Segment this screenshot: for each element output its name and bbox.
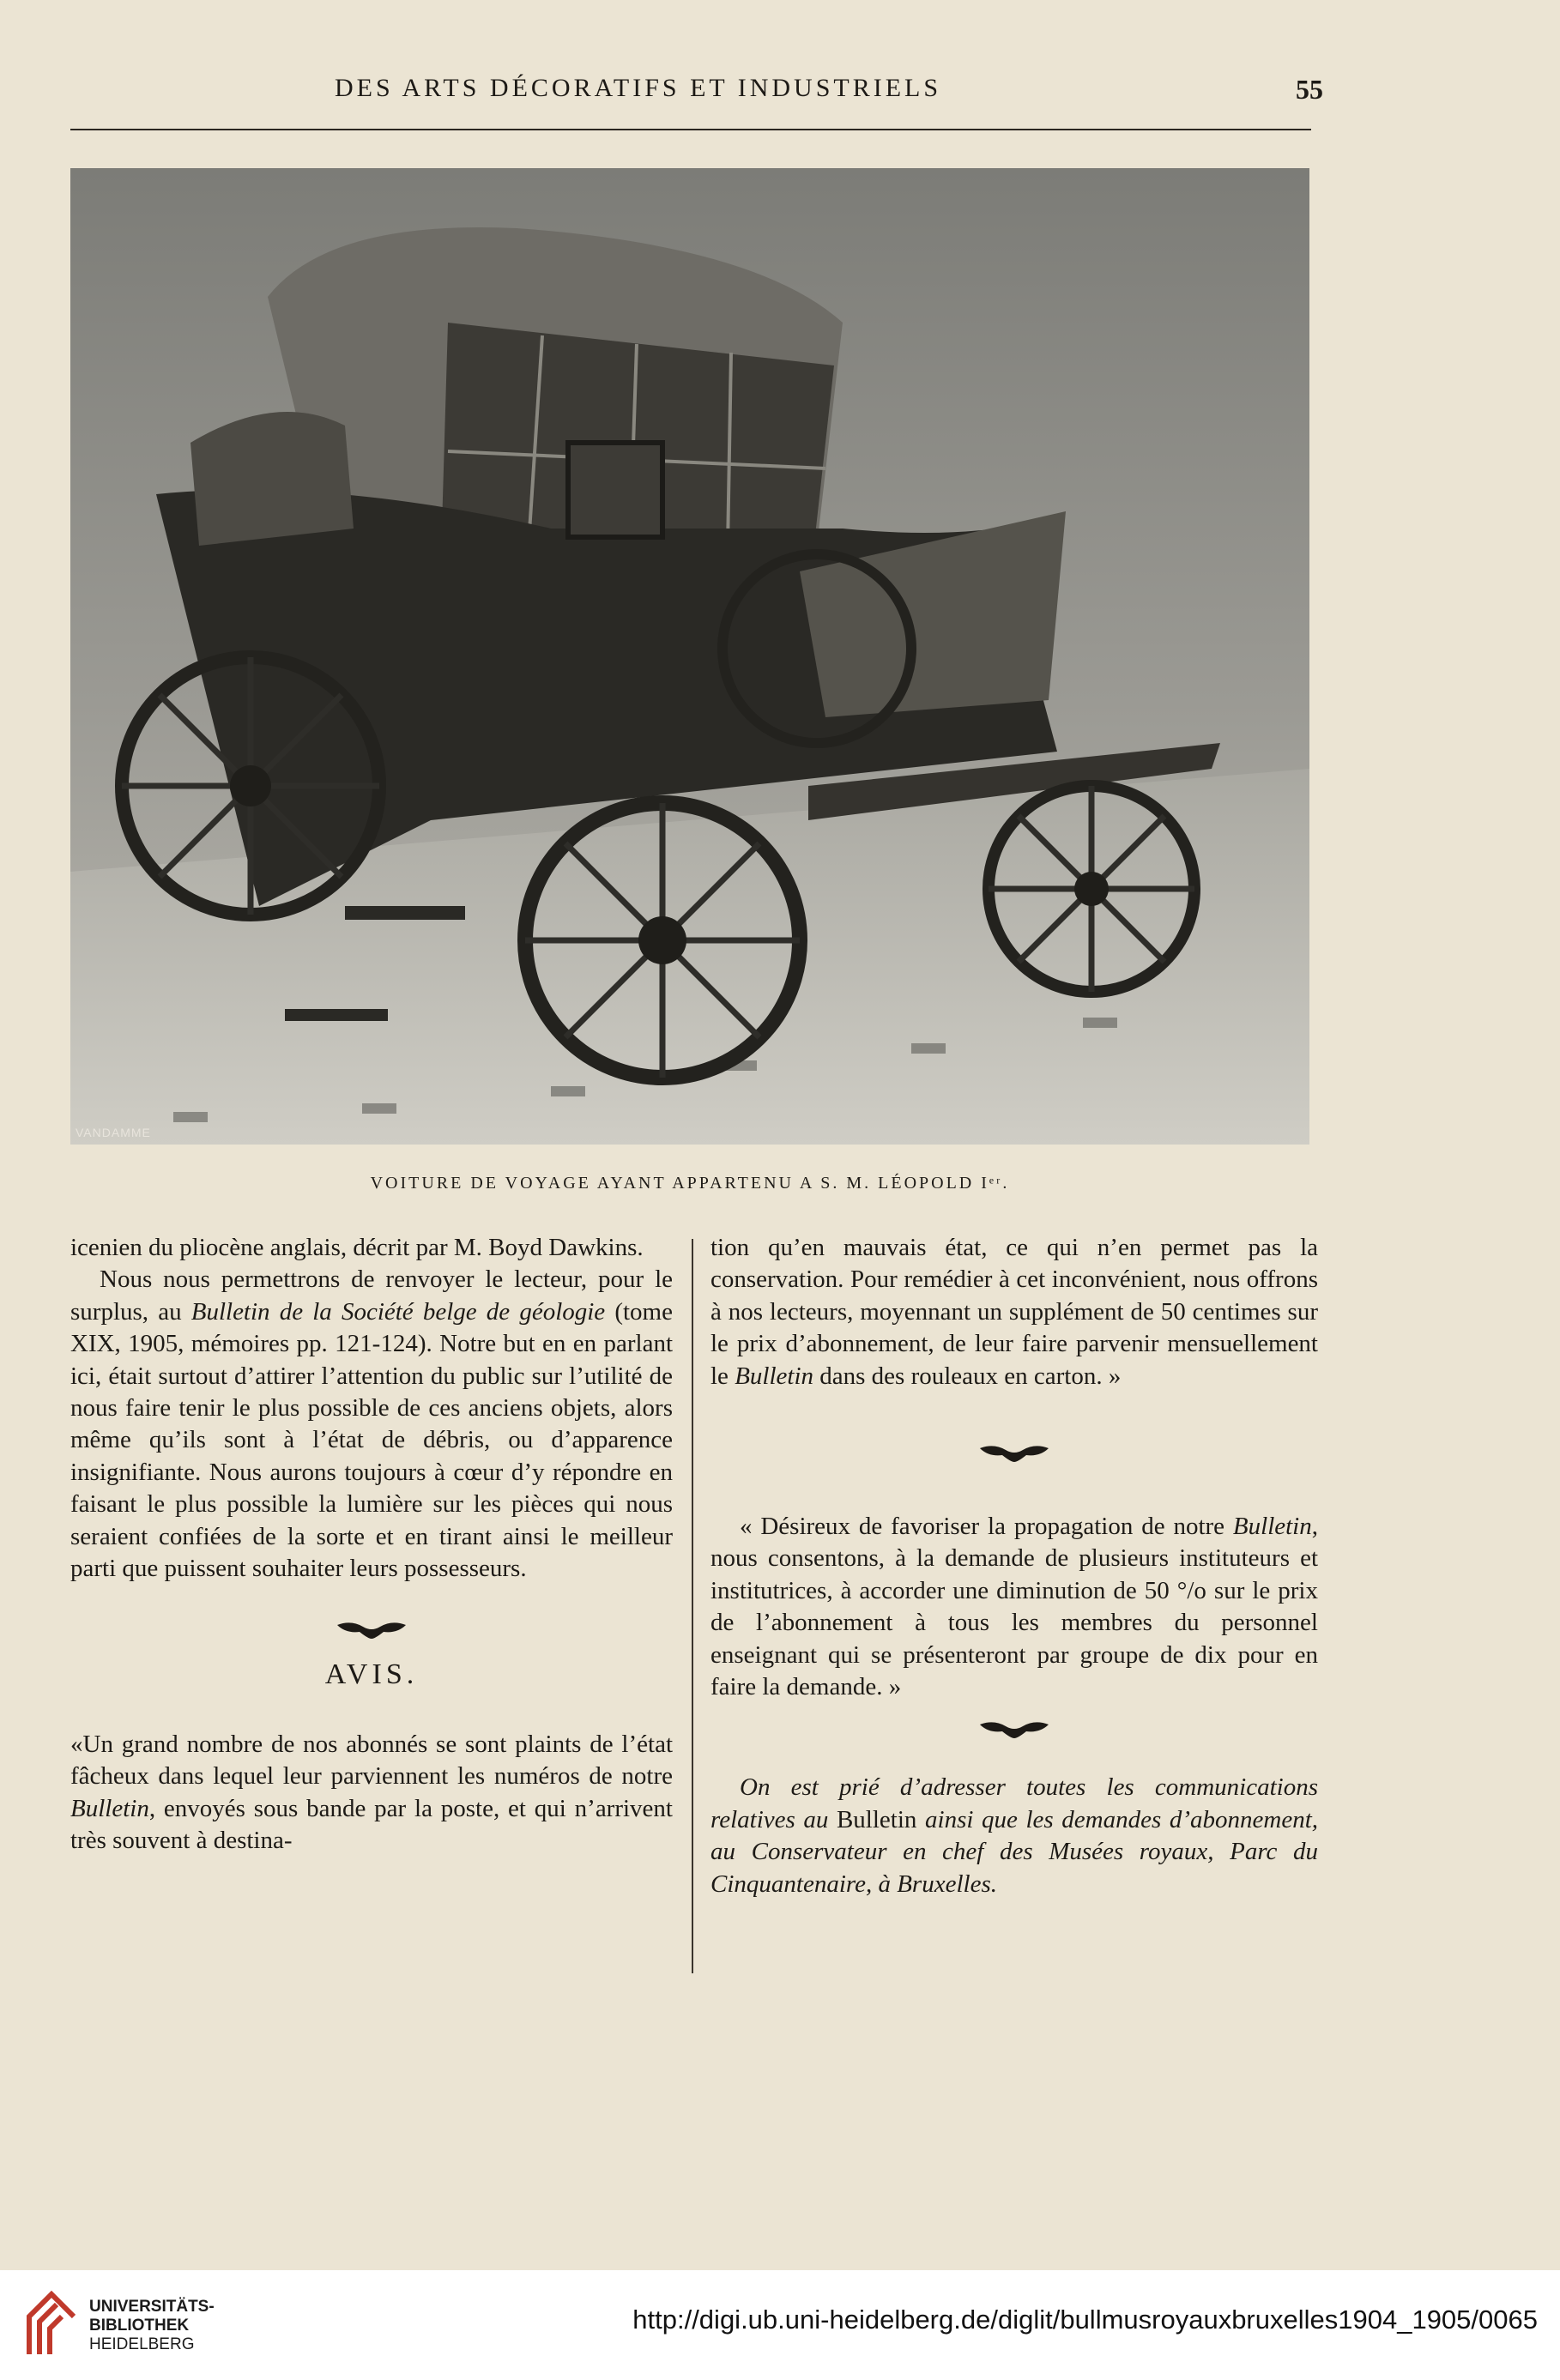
left-paragraph-2: [70, 1264, 673, 1585]
library-name-line-2: BIBLIOTHEK: [89, 2317, 190, 2335]
right-column: [710, 1232, 1318, 1900]
page-number: 55: [1296, 74, 1323, 105]
source-url-link[interactable]: http://digi.ub.uni-heidelberg.de/diglit/bullmusroyauxbruxelles1904_1905/0065: [632, 2304, 1538, 2335]
left-p3-text-b: , envoyés sous bande par la poste, et qui n’arrivent très souvent à destina-: [70, 1794, 673, 1855]
left-paragraph-1: icenien du pliocène anglais, décrit par M. Boyd Dawkins.: [70, 1234, 644, 1261]
right-p1-italic: Bulletin: [735, 1362, 814, 1390]
spacer: [710, 1392, 1318, 1427]
ub-heidelberg-logo-icon: [22, 2287, 81, 2361]
spacer: [710, 1753, 1318, 1772]
ornament: [710, 1703, 1318, 1753]
fleuron-icon: [977, 1440, 1052, 1464]
ornament: [710, 1427, 1318, 1477]
photo-credit: VANDAMME: [76, 1126, 151, 1139]
left-p2-italic: Bulletin de la Société belge de géologie: [190, 1297, 606, 1326]
spacer: [70, 1585, 673, 1604]
header-rule: [70, 129, 1311, 130]
left-column: [70, 1232, 673, 1857]
fleuron-icon: [977, 1716, 1052, 1740]
library-name-line-1: UNIVERSITÄTS-: [89, 2298, 215, 2316]
figure-caption: VOITURE DE VOYAGE AYANT APPARTENU A S. M. LÉOPOLD Iᵉʳ.: [370, 1174, 1010, 1193]
ornament: [70, 1604, 673, 1653]
left-p2-text-b: (tome XIX, 1905, mémoires pp. 121-124). Notre but en en parlant ici, était surtout d’attirer l’attention du public sur l’utilité de nous faire tenir le plus possible de ces anciens objets, alors même qu’ils sont à l’état de débris, ou d’apparence insignifiante. Nous aurons toujours à cœur d’y répondre en faisant le plus possible la lumière sur les pièces qui nous seraient confiées de la sorte et en tirant ainsi le meilleur parti que puissent souhaiter leurs possesseurs.: [70, 1297, 673, 1583]
library-name: [89, 2298, 215, 2354]
right-p2-italic: Bulletin: [1232, 1513, 1312, 1541]
right-p3-text-b: ainsi que les demandes d’abonnement, au Conservateur en chef des Musées royaux, Parc du Cinquantenaire, à Bruxelles.: [710, 1805, 1318, 1898]
right-p3-text-a: On est prié d’adresser toutes les communications relatives au: [710, 1773, 1318, 1833]
right-paragraph-1: [710, 1232, 1318, 1392]
left-p3-text-a: «Un grand nombre de nos abonnés se sont plaints de l’état fâcheux dans lequel leur parviennent les numéros de notre: [70, 1730, 673, 1791]
left-p2-text-a: Nous nous permettrons de renvoyer le lecteur, pour le surplus, au: [70, 1266, 673, 1326]
right-p2-text-a: « Désireux de favoriser la propagation de notre: [740, 1513, 1233, 1541]
library-footer: [0, 2270, 1560, 2380]
right-paragraph-3: [710, 1772, 1318, 1900]
column-rule: [692, 1239, 693, 1973]
library-name-line-3: HEIDELBERG: [89, 2335, 195, 2353]
left-paragraph-3: [70, 1729, 673, 1857]
right-p2-text-b: , nous consentons, à la demande de plusieurs instituteurs et institutrices, à accorder une diminution de 50 °/o sur le prix de l’abonnement à tous les membres du personnel enseignant qui se présenteront par groupe de dix pour en faire la demande. »: [710, 1513, 1318, 1701]
fleuron-icon: [334, 1616, 409, 1640]
right-p1-text-b: dans des rouleaux en carton. »: [813, 1362, 1122, 1390]
right-p3-roman: Bulletin: [836, 1805, 917, 1833]
section-heading-avis: AVIS.: [324, 1658, 419, 1691]
right-paragraph-2: [710, 1511, 1318, 1703]
carriage-photograph: [70, 168, 1309, 1145]
left-p3-italic: Bulletin: [70, 1794, 149, 1822]
right-p1-text-a: tion qu’en mauvais état, ce qui n’en permet pas la conservation. Pour remédier à cet inconvénient, nous offrons à nos lecteurs, moyennant un supplément de 50 centimes sur le prix d’abonnement, de leur faire parvenir mensuellement le: [710, 1234, 1318, 1390]
running-title: DES ARTS DÉCORATIFS ET INDUSTRIELS: [335, 74, 942, 102]
carriage-illustration: [70, 168, 1309, 1145]
spacer: [710, 1477, 1318, 1511]
